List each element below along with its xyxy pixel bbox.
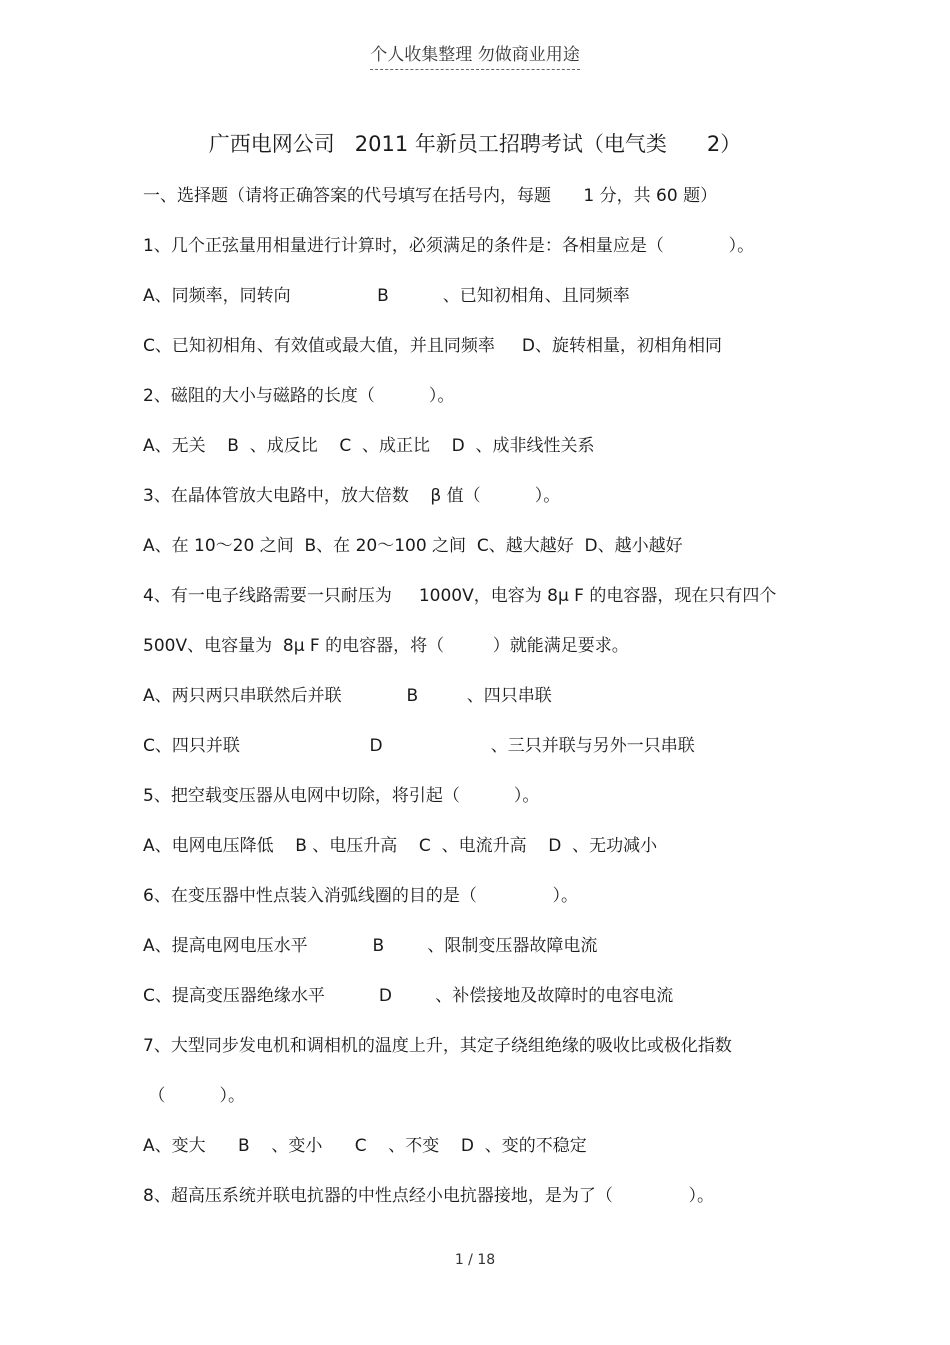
option-line: A、变大 B 、变小 C 、不变 D 、变的不稳定 [143, 1136, 587, 1156]
option-line: A、两只两只串联然后并联 B 、四只串联 [143, 686, 552, 706]
question-line: 4、有一电子线路需要一只耐压为 1000V，电容为 8μ F 的电容器，现在只有四个 [143, 586, 777, 606]
section-heading: 一、选择题（请将正确答案的代号填写在括号内，每题 1 分，共 60 题） [143, 186, 718, 206]
option-line: A、在 10～20 之间 B、在 20～100 之间 C、越大越好 D、越小越好 [143, 536, 683, 556]
question-line: （ ）。 [143, 1086, 245, 1106]
option-line: A、提高电网电压水平 B 、限制变压器故障电流 [143, 936, 598, 956]
question-line: 500V、电容量为 8μ F 的电容器，将（ ）就能满足要求。 [143, 636, 629, 656]
option-line: A、电网电压降低 B 、电压升高 C 、电流升高 D 、无功减小 [143, 836, 658, 856]
question-line: 7、大型同步发电机和调相机的温度上升，其定子绕组绝缘的吸收比或极化指数 [143, 1036, 732, 1056]
question-line: 8、超高压系统并联电抗器的中性点经小电抗器接地，是为了（ ）。 [143, 1186, 714, 1206]
question-line: 2、磁阻的大小与磁路的长度（ ）。 [143, 386, 455, 406]
document-title: 广西电网公司 2011 年新员工招聘考试（电气类 2） [208, 132, 742, 156]
option-line: C、四只并联 D 、三只并联与另外一只串联 [143, 736, 695, 756]
option-line: A、无关 B 、成反比 C 、成正比 D 、成非线性关系 [143, 436, 595, 456]
page-number: 1 / 18 [454, 1252, 496, 1268]
question-line: 1、几个正弦量用相量进行计算时，必须满足的条件是：各相量应是（ ）。 [143, 236, 755, 256]
option-line: C、已知初相角、有效值或最大值，并且同频率 D、旋转相量，初相角相同 [143, 336, 722, 356]
header-text: 个人收集整理 勿做商业用途 [370, 40, 579, 70]
option-line: C、提高变压器绝缘水平 D 、补偿接地及故障时的电容电流 [143, 986, 674, 1006]
page-header [0, 40, 950, 70]
question-line: 5、把空载变压器从电网中切除，将引起（ ）。 [143, 786, 540, 806]
question-line: 6、在变压器中性点装入消弧线圈的目的是（ ）。 [143, 886, 578, 906]
option-line: A、同频率，同转向 B 、已知初相角、且同频率 [143, 286, 630, 306]
question-line: 3、在晶体管放大电路中，放大倍数 β 值（ ）。 [143, 486, 561, 506]
